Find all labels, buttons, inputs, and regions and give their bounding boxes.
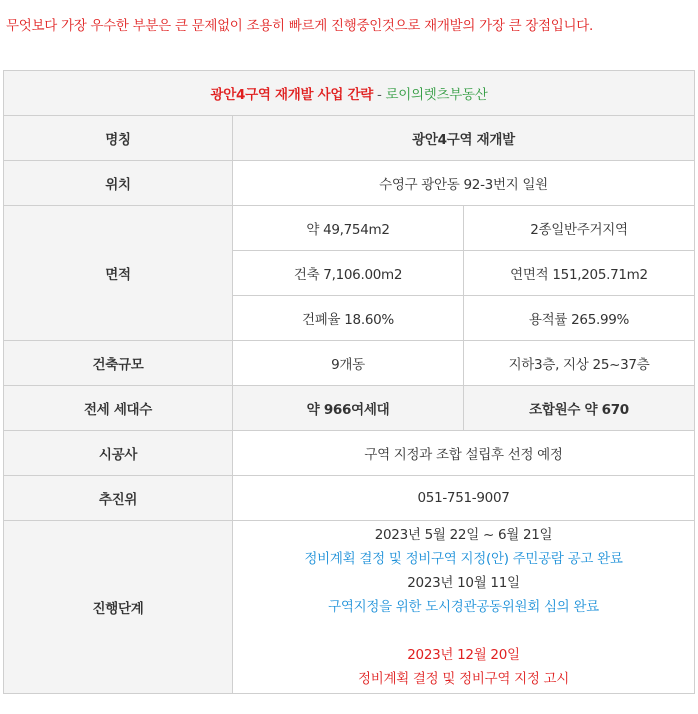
label-stages: 진행단계 bbox=[4, 521, 233, 694]
stage-desc-2: 구역지정을 위한 도시경관공동위원회 심의 완료 bbox=[328, 599, 599, 615]
table-row-stages bbox=[4, 521, 695, 694]
table-caption-row bbox=[4, 71, 695, 116]
value-name: 광안4구역 재개발 bbox=[233, 116, 695, 161]
label-name: 명칭 bbox=[4, 116, 233, 161]
value-stages bbox=[233, 521, 695, 694]
table-row-scale bbox=[4, 341, 695, 386]
label-scale: 건축규모 bbox=[4, 341, 233, 386]
value-households: 약 966여세대 bbox=[233, 386, 464, 431]
value-zoning: 2종일반주거지역 bbox=[464, 206, 695, 251]
value-total-floor-area: 연면적 151,205.71m2 bbox=[464, 251, 695, 296]
intro-text: 무엇보다 가장 우수한 부분은 큰 문제없이 조용히 빠르게 진행중인것으로 재개발의 가장 큰 장점입니다. bbox=[6, 18, 594, 34]
value-building-count: 9개동 bbox=[233, 341, 464, 386]
value-contact: 051-751-9007 bbox=[233, 476, 695, 521]
label-builder: 시공사 bbox=[4, 431, 233, 476]
caption-separator: - bbox=[372, 87, 386, 103]
stage-desc-3: 정비계획 결정 및 정비구역 지정 고시 bbox=[357, 671, 570, 687]
table-row-builder bbox=[4, 431, 695, 476]
stage-date-3: 2023년 12월 20일 bbox=[407, 647, 520, 663]
stage-spacer bbox=[237, 619, 690, 643]
value-location: 수영구 광안동 92-3번지 일원 bbox=[233, 161, 695, 206]
stage-date-1: 2023년 5월 22일 ~ 6월 21일 bbox=[374, 527, 553, 543]
table-caption bbox=[4, 71, 695, 116]
value-floor-area-ratio: 용적률 265.99% bbox=[464, 296, 695, 341]
value-builder: 구역 지정과 조합 설립후 선정 예정 bbox=[233, 431, 695, 476]
label-area: 면적 bbox=[4, 206, 233, 341]
label-households: 전세 세대수 bbox=[4, 386, 233, 431]
table-row-name bbox=[4, 116, 695, 161]
value-area-site: 약 49,754m2 bbox=[233, 206, 464, 251]
table-row-households bbox=[4, 386, 695, 431]
table-row-location bbox=[4, 161, 695, 206]
label-contact: 추진위 bbox=[4, 476, 233, 521]
caption-subtitle: 로이의렛츠부동산 bbox=[385, 87, 488, 103]
stage-desc-1: 정비계획 결정 및 정비구역 지정(안) 주민공람 공고 완료 bbox=[304, 551, 623, 567]
value-members: 조합원수 약 670 bbox=[464, 386, 695, 431]
table-row-contact bbox=[4, 476, 695, 521]
label-location: 위치 bbox=[4, 161, 233, 206]
stage-date-2: 2023년 10월 11일 bbox=[407, 575, 520, 591]
table-row-area-1 bbox=[4, 206, 695, 251]
caption-title: 광안4구역 재개발 사업 간략 bbox=[210, 87, 373, 103]
value-building-area: 건축 7,106.00m2 bbox=[233, 251, 464, 296]
value-floors: 지하3층, 지상 25~37층 bbox=[464, 341, 695, 386]
value-coverage-ratio: 건폐율 18.60% bbox=[233, 296, 464, 341]
project-summary-table bbox=[3, 70, 695, 694]
